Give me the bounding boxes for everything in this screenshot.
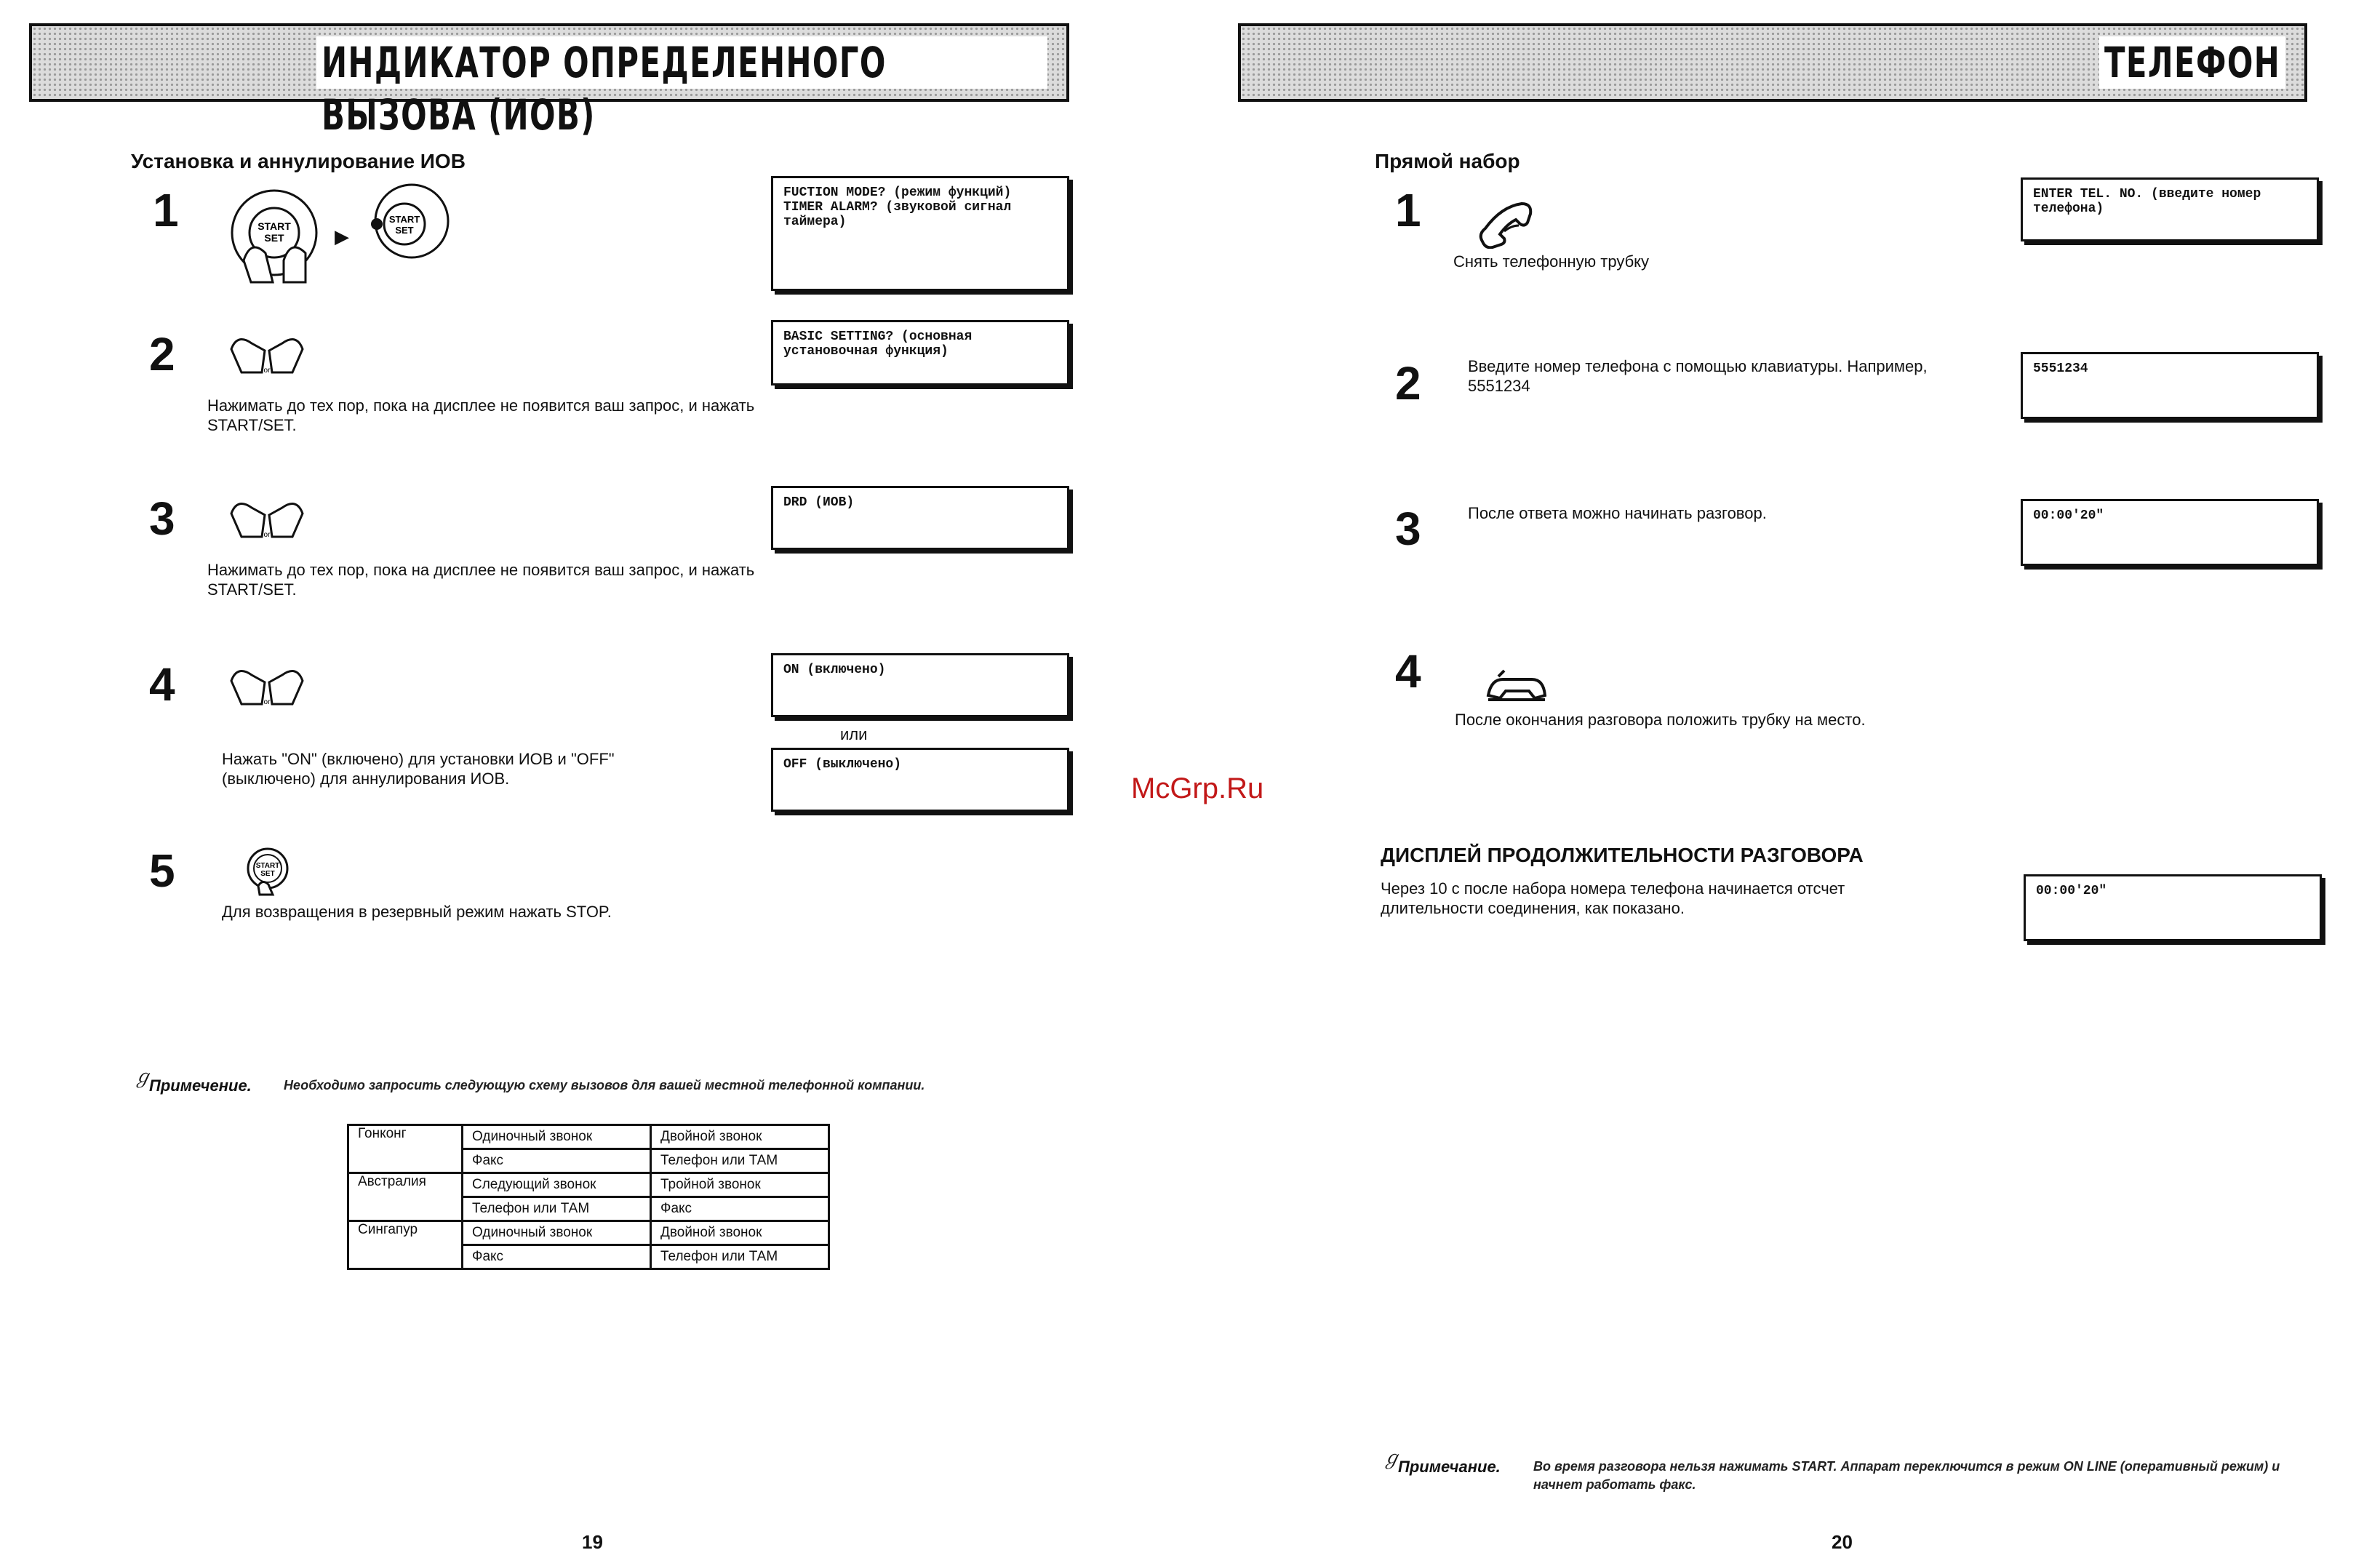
- left-step-4-display-on: ON (включено): [771, 653, 1069, 717]
- note-icon: ℊ: [1382, 1447, 1402, 1469]
- svg-text:START: START: [388, 214, 420, 225]
- right-banner: [1238, 23, 2307, 102]
- right-note-label: Примечание.: [1398, 1458, 1501, 1476]
- left-step-1-display: FUCTION MODE? (режим функций) TIMER ALARM? (звуковой сигнал таймера): [771, 176, 1069, 291]
- table-cell: Двойной звонок: [651, 1125, 829, 1149]
- ring-pattern-table: [347, 1124, 830, 1270]
- right-page-number: 20: [1832, 1531, 1853, 1553]
- right-section-title: Прямой набор: [1375, 150, 1520, 172]
- left-banner-title: ИНДИКАТОР ОПРЕДЕЛЕННОГО ВЫЗОВА (ИОВ): [316, 36, 1047, 89]
- left-step-5-number: 5: [149, 844, 175, 897]
- right-step-2-display: 5551234: [2021, 352, 2319, 419]
- left-step-2-number: 2: [149, 328, 175, 380]
- table-cell-country: Австралия: [348, 1173, 463, 1221]
- table-cell: Одиночный звонок: [463, 1221, 651, 1245]
- right-step-3-text: После ответа можно начинать разговор.: [1468, 504, 1767, 522]
- left-step-4-number: 4: [149, 658, 175, 711]
- svg-text:SET: SET: [395, 225, 414, 236]
- keypad-start-set-icon: [222, 188, 327, 289]
- svg-text:or: or: [263, 531, 271, 539]
- right-step-3-display: 00:00'20": [2021, 499, 2319, 566]
- table-cell: Факс: [463, 1149, 651, 1173]
- svg-text:or: or: [263, 698, 271, 706]
- table-row: [348, 1173, 829, 1197]
- left-note-text: Необходимо запросить следующую схему вызовов для вашей местной телефонной компании.: [284, 1078, 925, 1092]
- right-step-1-display: ENTER TEL. NO. (введите номер телефона): [2021, 177, 2319, 241]
- left-banner: [29, 23, 1069, 140]
- table-cell-country: Сингапур: [348, 1221, 463, 1269]
- right-banner-title: ТЕЛЕФОН: [2099, 36, 2285, 89]
- table-cell: Следующий звонок: [463, 1173, 651, 1197]
- note-icon: ℊ: [133, 1066, 153, 1087]
- handset-lift-icon: [1475, 198, 1541, 249]
- right-step-4-number: 4: [1395, 645, 1421, 698]
- duration-display: 00:00'20": [2024, 874, 2322, 941]
- svg-text:SET: SET: [264, 232, 284, 244]
- table-row: [348, 1125, 829, 1149]
- svg-text:START: START: [255, 862, 280, 870]
- left-step-3-number: 3: [149, 492, 175, 545]
- table-cell: Телефон или ТАМ: [651, 1149, 829, 1173]
- table-row: [348, 1221, 829, 1245]
- handset-hang-up-icon: [1484, 668, 1549, 704]
- table-cell: Факс: [463, 1245, 651, 1269]
- left-step-3-text: Нажимать до тех пор, пока на дисплее не появится ваш запрос, и нажать START/SET.: [207, 561, 755, 599]
- table-cell: Двойной звонок: [651, 1221, 829, 1245]
- arrow-right-icon: ▶: [335, 225, 349, 247]
- left-step-5-text: Для возвращения в резервный режим нажать STOP.: [222, 903, 612, 921]
- svg-text:START: START: [257, 220, 291, 232]
- table-cell: Телефон или ТАМ: [463, 1197, 651, 1221]
- stop-button-icon: [244, 845, 292, 896]
- press-buttons-icon: [225, 327, 309, 378]
- table-cell: Телефон или ТАМ: [651, 1245, 829, 1269]
- svg-text:or: or: [263, 367, 271, 375]
- watermark: McGrp.Ru: [1131, 772, 1264, 804]
- left-note-label: Примечение.: [149, 1076, 252, 1095]
- left-step-4-or-label: или: [840, 725, 868, 743]
- left-section-title: Установка и аннулирование ИОВ: [131, 150, 466, 172]
- right-note-text: Во время разговора нельзя нажимать START. Аппарат переключится в режим ON LINE (оперативный режим) и начнет работать факс.: [1533, 1459, 2280, 1492]
- right-step-1-number: 1: [1395, 184, 1421, 236]
- table-cell-country: Гонконг: [348, 1125, 463, 1173]
- press-buttons-icon: [225, 659, 309, 710]
- left-step-4-display-off: OFF (выключено): [771, 748, 1069, 812]
- svg-text:SET: SET: [260, 870, 275, 878]
- right-step-2-text: Введите номер телефона с помощью клавиатуры. Например, 5551234: [1468, 357, 1928, 395]
- table-cell: Факс: [651, 1197, 829, 1221]
- left-step-1-number: 1: [153, 184, 179, 236]
- start-set-button-icon: [364, 180, 462, 260]
- right-step-2-number: 2: [1395, 357, 1421, 410]
- left-step-4-text: Нажать "ON" (включено) для установки ИОВ и "OFF" (выключено) для аннулирования ИОВ.: [222, 750, 615, 788]
- left-step-2-text: Нажимать до тех пор, пока на дисплее не появится ваш запрос, и нажать START/SET.: [207, 396, 755, 434]
- right-step-1-text: Снять телефонную трубку: [1453, 252, 1650, 271]
- duration-section-title: ДИСПЛЕЙ ПРОДОЛЖИТЕЛЬНОСТИ РАЗГОВОРА: [1381, 844, 1864, 866]
- press-buttons-icon: [225, 492, 309, 543]
- left-step-3-display: DRD (ИОВ): [771, 486, 1069, 550]
- table-cell: Одиночный звонок: [463, 1125, 651, 1149]
- table-cell: Тройной звонок: [651, 1173, 829, 1197]
- duration-text: Через 10 с после набора номера телефона начинается отсчет длительности соединения, как показано.: [1381, 879, 1845, 917]
- left-step-2-display: BASIC SETTING? (основная установочная функция): [771, 320, 1069, 385]
- right-step-3-number: 3: [1395, 503, 1421, 555]
- right-step-4-text: После окончания разговора положить трубку на место.: [1455, 711, 1866, 729]
- left-page-number: 19: [582, 1531, 603, 1553]
